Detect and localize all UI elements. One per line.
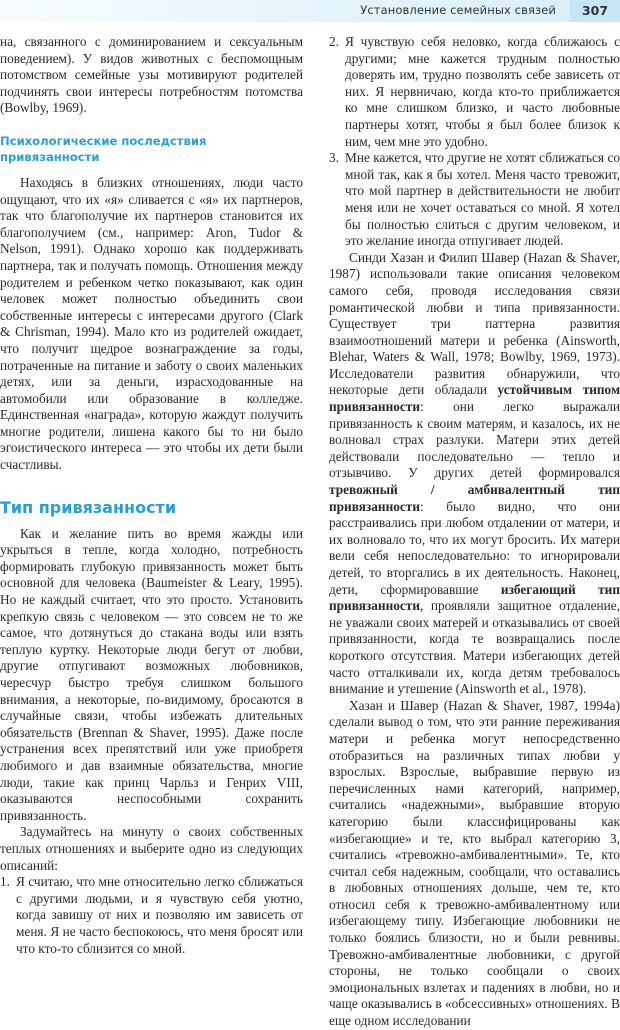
list-item [0, 874, 303, 957]
paragraph-conclusion: Хазан и Шавер (Hazan & Shaver, 1987, 1994a) сделали вывод о том, что эти ранние переживания матери и ребенка могут непосредственно отобразиться на различных типах любви у взрослых. Взрослые, выбравшие первую из перечисленных нами категорий, например, считались «надежными», выбравшие вторую категорию были классифицированы как «избегающие» и те, кто выбрал категорию 3, считались «тревожно-амбивалентными». Те, кто считал себя надежным, сообщали, что оставались в любовных отношениях дольше, чем те, кто относил себя к тревожно-амбивалентному или избегающему типу. Избегающие любовники не только боялись близости, но и были ревнивы. Тревожно-амбивалентные любовники, с другой стороны, не только сообщали о своих эмоциональных взлетах и падениях в любви, но и чаще оказывались в «обсессивных» отношениях. В еще одном исследовании [329, 697, 620, 1029]
text-run: Синди Хазан и Филип Шавер (Hazan & Shaver, 1987) использовали такие описания человеком самого себя, проводя исследования связи романтической любви и типа привязанности. Существует три паттерна развития взаимоотношений матери и ребенка (Ainsworth, Blehar, Waters & Wall, 1978; Bowlby, 1969, 1973). Исследователи развития обнаружили, что некоторые дети обладали [329, 249, 620, 398]
running-header [0, 0, 620, 22]
list-item-text: Я считаю, что мне относительно легко сближаться с другими людьми, и я чувствую себя уютно, когда завишу от них и позволяю им зависеть от меня. Я не часто беспокоюсь, что меня бросят или что кто-то сблизится со мной. [16, 874, 303, 956]
running-title: Установление семейных связей [360, 3, 556, 17]
text-run: , проявляли защитное отдаление, не уважали своих матерей и отказывались от своей привязанности, когда те возвращались после короткого отсутствия. Матери избегающих детей часто отталкивали их, когда детям требовалось внимание и утешение (Ainsworth et al., 1978). [329, 598, 620, 697]
term-anxious-ambivalent-attachment: тревожный / амбивалентный тип привязанности [329, 482, 620, 514]
paragraph-hazan-shaver [329, 250, 620, 698]
section-heading-attachment-type: Тип привязанности [0, 497, 177, 517]
paragraph-think: Задумайтесь на минуту о своих собственных теплых отношениях и выберите одно из следующих описаний: [0, 824, 303, 873]
subheading-psychological-consequences: Психологические последствия привязанности [0, 133, 207, 164]
page-number: 307 [570, 0, 620, 22]
list-item-number: 2. [329, 34, 339, 49]
list-item [329, 34, 620, 150]
term-secure-attachment: устойчивым типом привязанности [329, 382, 620, 415]
text-run: : они легко выражали привязанность к своим матерям, и казалось, их не волновал страх разлуки. Матери этих детей действовали последовательно — тепло и отзывчиво. У других детей формировался [329, 399, 620, 481]
list-item-text: Я чувствую себя неловко, когда сближаюсь с другими; мне кажется трудным полностью доверять им, трудно позволять себе зависеть от них. Я нервничаю, когда кто-то приближается ко мне слишком близко, и часто любовные партнеры хотят, чтобы я был более близок к ним, чем мне это удобно. [345, 34, 620, 149]
list-item-number: 1. [0, 874, 10, 890]
right-column [329, 34, 620, 1030]
paragraph-closeness: Находясь в близких отношениях, люди часто ощущают, что их «я» сливается с «я» их партнеров, так что благополучие их партнеров становится их благополучием (см., например: Aron, Tudor & Nelson, 1991). Однако хорошо как поддерживать партнера, так и получать помощь. Отношения между родителем и ребенком четко показывают, как один человек может полностью объединить свои собственные интересы с интересами другого (Clark & Chrisman, 1994). Мало кто из родителей ожидает, что получит щедрое вознаграждение за годы, потраченные на питание и заботу о своих маленьких детях, или за деньги, израсходованные на автомобили или образование в колледже. Единственная «награда», которую жаждут получить многие родители, лишена какого бы то ни было эгоистического интереса — это чтобы их дети были счастливы. [0, 174, 303, 473]
term-avoidant-attachment: избегающий тип привязанности [329, 581, 620, 614]
paragraph-continued: на, связанного с доминированием и сексуальным поведением). У видов животных с беспомощным потомством семейные узы мотивируют родителей подчинять свои интересы потребностям потомства (Bowlby, 1969). [0, 34, 303, 116]
list-item [329, 150, 620, 250]
list-item-text: Мне кажется, что другие не хотят сближаться со мной так, как я бы хотел. Меня часто тревожит, что мой партнер в действительности не любит меня или не хочет оставаться со мной. Я хотел бы полностью слиться с другим человеком, и это желание иногда отпугивает людей. [345, 150, 620, 249]
description-list-continued [329, 34, 620, 250]
description-list-start [0, 874, 303, 957]
paragraph-attachment-need: Как и желание пить во время жажды или укрыться в тепле, когда холодно, потребность формировать глубокую привязанность может быть основной для человека (Baumeister & Leary, 1995). Но не каждый считает, что это просто. Установить крепкую связь с человеком — это совсем не то же самое, что дотянуться до стакана воды или взять теплую куртку. Некоторые люди бегут от любви, другие отпугивают возможных любовников, чересчур быстро требуя слишком большого внимания, а некоторые, по-видимому, бросаются в случайные связи, чтобы избежать длительных обязательств (Brennan & Shaver, 1995). Даже после устранения всех препятствий или уже приобретя любимого и дав взаимные обязательства, многие люди, такие как принц Чарльз и Генрих VIII, оказываются неспособными сохранить привязанность. [0, 525, 303, 823]
text-run: : было видно, что они расстраивались при любом отдалении от матери, и их волновало то, что их могут бросить. Их матери вели себя непоследовательно: то игнорировали детей, то вторгались в их деятельность. Наконец, дети, сформировавшие [329, 498, 620, 597]
left-column [0, 34, 303, 957]
list-item-number: 3. [329, 150, 339, 166]
